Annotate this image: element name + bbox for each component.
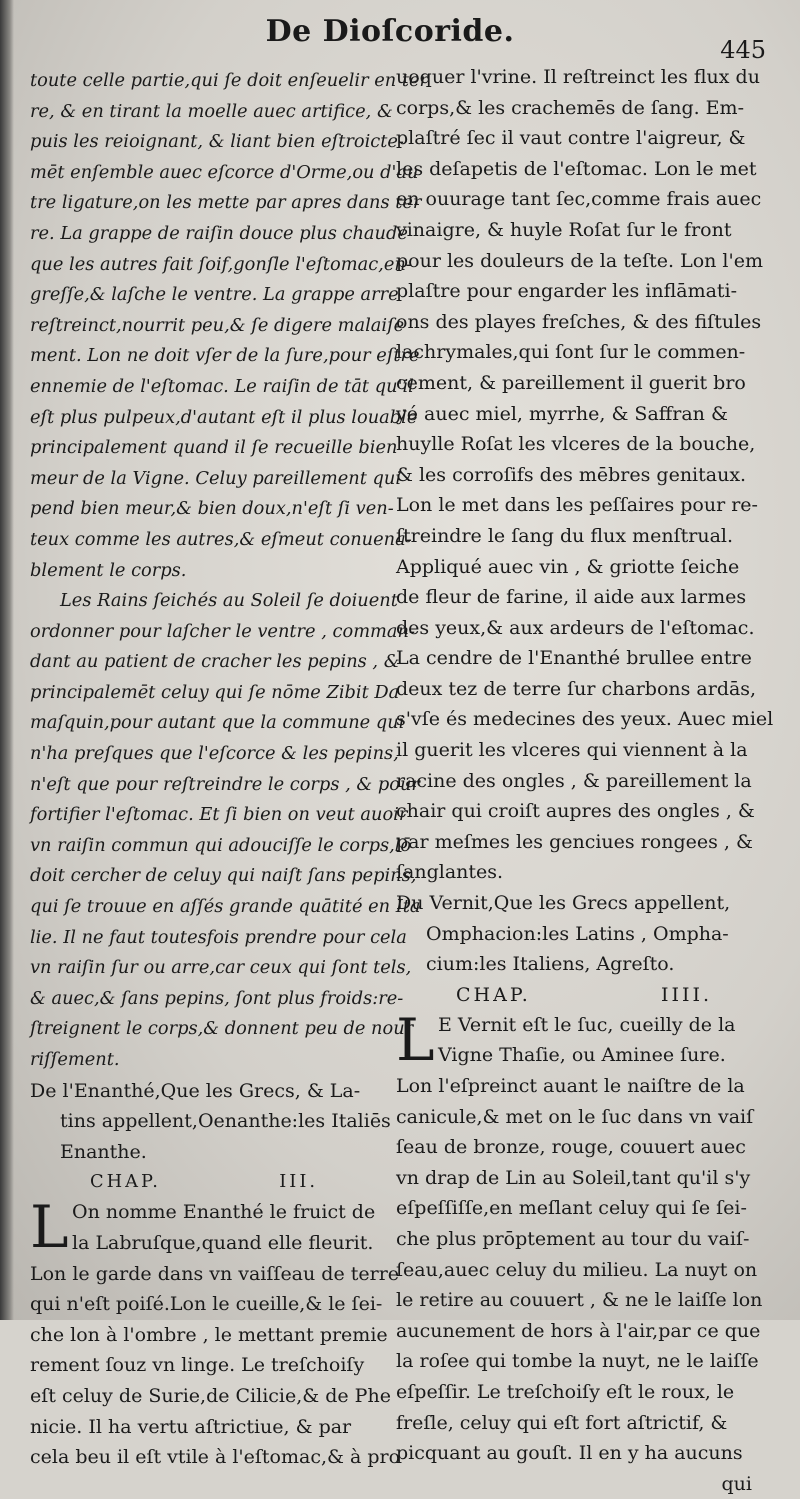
text-line: tins appellent,Oenanthe:les Italiēs — [60, 1110, 391, 1133]
text-line: & les corroſifs des mēbres genitaux. — [396, 463, 747, 486]
drop-cap-lines — [30, 1193, 378, 1262]
left-paragraph-1 — [30, 66, 429, 586]
text-line: che lon à l'ombre , le mettant premie — [30, 1323, 388, 1346]
text-line: par meſmes les genciues rongees , & — [396, 830, 753, 853]
right-paragraph-2 — [396, 1071, 772, 1469]
text-line: reſtreinct,nourrit peu,& ſe digere malaiſe — [30, 314, 405, 336]
left-paragraph-2 — [30, 586, 421, 1076]
text-line: pend bien meur,& bien doux,n'eſt ſi ven- — [30, 498, 394, 520]
text-line: le retire au couuert , & ne le laiſſe lon — [396, 1289, 763, 1312]
text-line: rement ſouz vn linge. Le treſchoiſy — [30, 1354, 365, 1377]
text-line: aucunement de hors à l'air,par ce que — [396, 1319, 761, 1342]
text-line: principalemēt celuy qui ſe nōme Zibit Da — [30, 681, 400, 703]
text-line: re. La grappe de raiſin douce plus chaude — [30, 222, 408, 244]
text-line: teux comme les autres,& eſmeut conuena- — [30, 528, 412, 550]
text-line: corps,& les crachemēs de ſang. Em- — [396, 96, 744, 119]
text-line: Omphacion:les Latins , Ompha- — [426, 922, 729, 945]
text-line: picquant au gouſt. Il en y ha aucuns — [396, 1442, 743, 1465]
text-line: s'vſe és medecines des yeux. Auec miel — [396, 708, 774, 731]
text-line: cement, & pareillement il guerit bro — [396, 371, 746, 394]
text-line: que les autres fait ſoif,gonſle l'eſtomac,en- — [30, 253, 412, 275]
text-line: tre ligature,on les mette par apres dans ter — [30, 192, 422, 214]
chap-word: CHAP. — [456, 983, 531, 1006]
text-line: dant au patient de cracher les pepins , & — [30, 651, 400, 673]
text-line: Les Rains ſeichés au Soleil ſe doiuent — [60, 590, 398, 612]
text-line: de fleur de farine, il aide aux larmes — [396, 586, 747, 609]
text-line: maſquin,pour autant que la commune qui — [30, 712, 405, 734]
chap-number: IIII. — [660, 983, 712, 1006]
text-line: Vigne Thaſie, ou Aminee ſure. — [438, 1044, 726, 1067]
text-line: lachrymales,qui ſont ſur le commen- — [396, 341, 746, 364]
text-line: huylle Roſat les vlceres de la bouche, — [396, 433, 756, 456]
text-line: qui ſe trouue en aſſés grande quātité en Ita — [30, 896, 421, 918]
drop-cap-block — [396, 1005, 772, 1074]
chap-word: CHAP. — [90, 1171, 161, 1193]
text-line: ordonner pour laſcher le ventre , comman- — [30, 620, 415, 642]
text-line: ſtreignent le corps,& donnent peu de nour — [30, 1018, 414, 1040]
text-line: deux tez de terre ſur charbons ardās, — [396, 677, 757, 700]
text-line: ſtreindre le ſang du flux menſtrual. — [396, 524, 734, 547]
text-line: puis les reioignant, & liant bien eſtroicte- — [30, 131, 404, 153]
text-line: n'eſt que pour reſtreindre le corps , & pour — [30, 773, 420, 795]
text-line: greſſe,& laſche le ventre. La grappe arre — [30, 284, 399, 306]
chapter-label-4 — [396, 980, 772, 1010]
right-paragraph-1 — [396, 62, 772, 888]
text-line: n'ha preſques que l'eſcorce & les pepins, — [30, 743, 399, 765]
text-line: De l'Enanthé,Que les Grecs, & La- — [30, 1079, 361, 1102]
text-line: blement le corps. — [30, 559, 187, 581]
drop-cap-lines — [396, 1005, 772, 1074]
drop-cap-block — [30, 1193, 378, 1262]
text-line: des yeux,& aux ardeurs de l'eſtomac. — [396, 616, 755, 639]
catchword: qui — [721, 1472, 752, 1495]
text-line: en ouurage tant ſec,comme frais auec — [396, 188, 762, 211]
text-line: ment. Lon ne doit vſer de la ſure,pour eſtre — [30, 345, 420, 367]
text-line: cela beu il eſt vtile à l'eſtomac,& à pro — [30, 1446, 401, 1469]
text-line: eſpeſſiſſe,en meſlant celuy qui ſe ſei- — [396, 1197, 747, 1220]
text-line: Lon le garde dans vn vaiſſeau de terre — [30, 1262, 400, 1285]
text-line: ennemie de l'eſtomac. Le raiſin de tāt qu'il — [30, 375, 414, 397]
left-paragraph-3 — [30, 1259, 401, 1473]
text-line: Enanthe. — [60, 1140, 147, 1163]
text-line: E Vernit eſt le ſuc, cueilly de la — [438, 1013, 736, 1036]
text-line: ons des playes freſches, & des fiſtules — [396, 310, 762, 333]
page-number: 445 — [720, 36, 766, 64]
text-line: la Labruſque,quand elle fleurit. — [72, 1231, 374, 1254]
text-line: & auec,& ſans pepins, ſont plus froids:re- — [30, 987, 404, 1009]
text-line: vn raiſin commun qui adouciſſe le corps,lō — [30, 834, 412, 856]
text-line: cium:les Italiens, Agreſto. — [426, 953, 675, 976]
chap-number: III. — [279, 1171, 318, 1193]
drop-cap: L — [30, 1193, 69, 1262]
text-line: plaſtré ſec il vaut contre l'aigreur, & — [396, 127, 746, 150]
text-line: lie. Il ne faut toutesfois prendre pour cela — [30, 926, 407, 948]
text-line: vn raiſin ſur ou arre,car ceux qui ſont tels, — [30, 957, 412, 979]
text-line: On nomme Enanthé le fruict de — [72, 1201, 376, 1224]
text-line: eſpeſſir. Le treſchoiſy eſt le roux, le — [396, 1380, 735, 1403]
binding-gutter — [0, 0, 14, 1320]
text-line: nicie. Il ha vertu aſtrictiue, & par — [30, 1415, 352, 1438]
text-line: Appliqué auec vin , & griotte ſeiche — [396, 555, 740, 578]
text-line: ſeau de bronze, rouge, couuert auec — [396, 1136, 746, 1159]
text-line: pour les douleurs de la teſte. Lon l'em — [396, 249, 763, 272]
text-line: vinaigre, & huyle Roſat ſur le front — [396, 218, 732, 241]
text-line: mēt enſemble auec eſcorce d'Orme,ou d'au — [30, 161, 419, 183]
text-line: eſt plus pulpeux,d'autant eſt il plus louable — [30, 406, 418, 428]
text-line: uoquer l'vrine. Il reſtreinct les flux du — [396, 66, 760, 88]
text-line: toute celle partie,qui ſe doit enſeuelir en ter — [30, 70, 429, 91]
section-heading-vernit — [396, 888, 772, 980]
text-line: ſanglantes. — [396, 861, 504, 884]
section-heading-enanthe — [30, 1076, 391, 1168]
text-line: fortifier l'eſtomac. Et ſi bien on veut auoir — [30, 804, 408, 826]
right-column — [396, 62, 772, 1499]
text-line: vn drap de Lin au Soleil,tant qu'il s'y — [396, 1166, 751, 1189]
text-line: re, & en tirant la moelle auec artifice, & — [30, 100, 393, 122]
chapter-label-3 — [30, 1167, 378, 1197]
text-line: qui n'eſt poiſé.Lon le cueille,& le ſei- — [30, 1293, 383, 1316]
text-line: Lon le met dans les peſſaires pour re- — [396, 494, 758, 517]
text-line: Du Vernit,Que les Grecs appellent, — [396, 892, 731, 915]
text-line: yé auec miel, myrrhe, & Saffran & — [396, 402, 728, 425]
text-line: canicule,& met on le ſuc dans vn vaiſ — [396, 1105, 754, 1128]
text-line: racine des ongles , & pareillement la — [396, 769, 752, 792]
text-line: plaſtre pour engarder les inflāmati- — [396, 280, 738, 303]
text-line: freſle, celuy qui eſt fort aſtrictif, & — [396, 1411, 728, 1434]
running-header: De Dioſcoride. — [265, 14, 515, 49]
drop-cap: L — [396, 1005, 435, 1074]
text-line: La cendre de l'Enanthé brullee entre — [396, 647, 752, 670]
text-line: doit cercher de celuy qui naiſt ſans pepins, — [30, 865, 417, 887]
text-line: il guerit les vlceres qui viennent à la — [396, 739, 748, 762]
text-line: ſeau,auec celuy du milieu. La nuyt on — [396, 1258, 758, 1281]
text-line: Lon l'eſpreinct auant le naiſtre de la — [396, 1075, 745, 1097]
text-line: principalement quand il ſe recueille bien — [30, 437, 398, 459]
text-line: che plus prōptement au tour du vaiſ- — [396, 1227, 750, 1250]
text-line: riſſement. — [30, 1049, 120, 1070]
text-line: eſt celuy de Surie,de Cilicie,& de Phe — [30, 1384, 391, 1407]
text-line: la roſee qui tombe la nuyt, ne le laiſſe — [396, 1350, 759, 1373]
text-line: meur de la Vigne. Celuy pareillement qui — [30, 467, 402, 489]
text-line: chair qui croiſt aupres des ongles , & — [396, 800, 755, 823]
text-line: les deſapetis de l'eſtomac. Lon le met — [396, 157, 757, 180]
left-column — [30, 66, 429, 1473]
